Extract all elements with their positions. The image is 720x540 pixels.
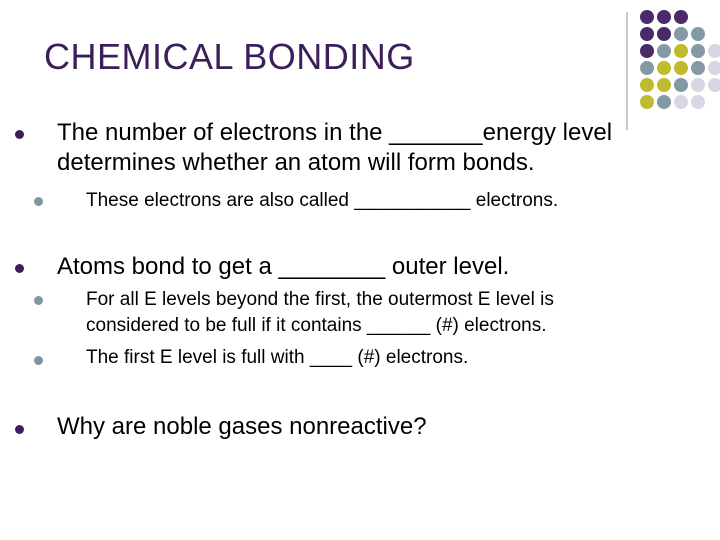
bullet-text xyxy=(86,188,558,214)
decorative-dot xyxy=(691,95,705,109)
decorative-dot xyxy=(691,44,705,58)
decorative-dot xyxy=(640,10,654,24)
bullet-line: Atoms bond to get a ________ outer level. xyxy=(57,253,510,280)
bullet-text xyxy=(86,345,468,371)
bullet-text xyxy=(57,252,509,282)
decorative-dot xyxy=(657,95,671,109)
slide-title: CHEMICAL BONDING xyxy=(44,36,415,77)
decorative-dot xyxy=(674,27,688,41)
decorative-dot xyxy=(657,61,671,75)
decorative-dot xyxy=(640,44,654,58)
decorative-dot xyxy=(691,78,705,92)
decorative-dot xyxy=(691,61,705,75)
bullet-line: considered to be full if it contains ______ (#) electrons. xyxy=(86,315,547,337)
decorative-dot xyxy=(657,78,671,92)
bullet-line: Why are noble gases nonreactive? xyxy=(57,413,427,440)
decorative-dot xyxy=(674,44,688,58)
decorative-dot xyxy=(674,78,688,92)
decorative-dot xyxy=(640,61,654,75)
bullet-marker-level1 xyxy=(15,425,24,434)
decorative-dot xyxy=(708,44,720,58)
decorative-dot xyxy=(657,10,671,24)
bullet-text xyxy=(86,287,554,339)
bullet-line: determines whether an atom will form bonds. xyxy=(57,149,535,177)
decorative-dot xyxy=(708,61,720,75)
decorative-dot xyxy=(640,27,654,41)
decorative-dot xyxy=(674,10,688,24)
decorative-divider-line xyxy=(626,12,628,130)
decorative-dot xyxy=(674,61,688,75)
bullet-text xyxy=(57,412,427,442)
decorative-dot xyxy=(674,95,688,109)
decorative-dot xyxy=(640,78,654,92)
decorative-dot xyxy=(657,44,671,58)
bullet-marker-level1 xyxy=(15,130,24,139)
bullet-line: For all E levels beyond the first, the outermost E level is xyxy=(86,289,554,310)
bullet-line: These electrons are also called ___________ electrons. xyxy=(86,190,559,211)
bullet-line: The number of electrons in the _______energy level xyxy=(57,119,613,146)
bullet-text xyxy=(57,118,612,178)
bullet-marker-level2 xyxy=(34,356,43,365)
bullet-line: The first E level is full with ____ (#) electrons. xyxy=(86,347,469,368)
decorative-dot xyxy=(657,27,671,41)
bullet-marker-level1 xyxy=(15,264,24,273)
decorative-dot xyxy=(691,27,705,41)
decorative-dot-grid xyxy=(638,8,720,108)
decorative-dot xyxy=(708,78,720,92)
bullet-marker-level2 xyxy=(34,296,43,305)
bullet-marker-level2 xyxy=(34,197,43,206)
decorative-dot xyxy=(640,95,654,109)
